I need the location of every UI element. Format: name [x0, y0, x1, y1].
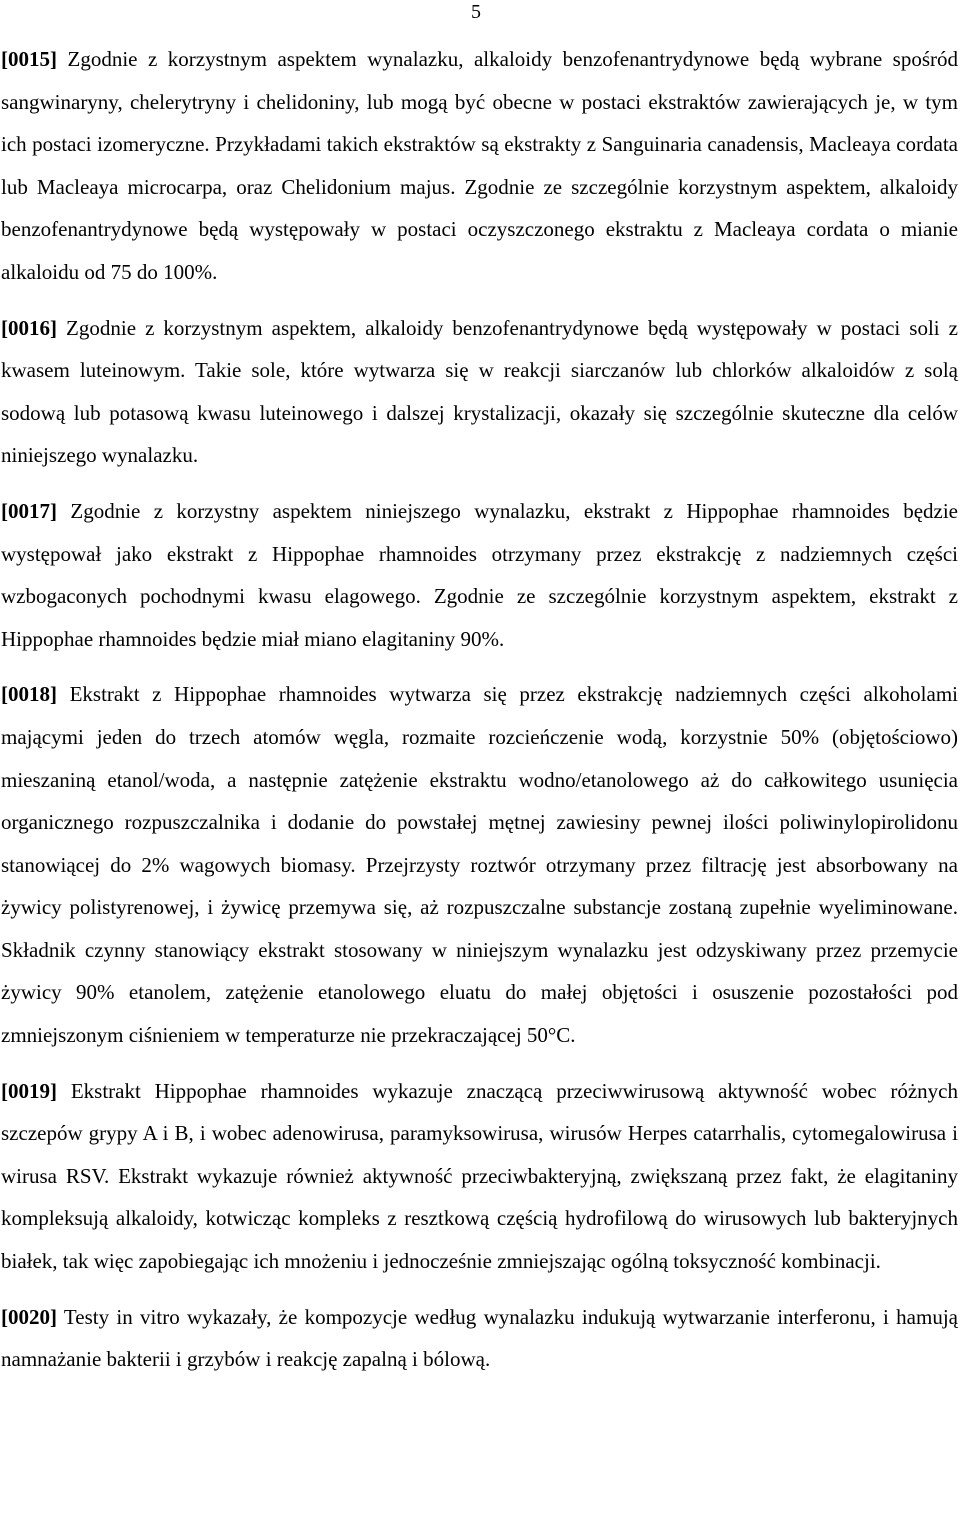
paragraph-0018: [1, 673, 958, 1056]
document-body: [1, 38, 958, 1394]
paragraph-0020: [1, 1296, 958, 1381]
paragraph-number: [0019]: [1, 1078, 57, 1103]
paragraph-0017: [1, 490, 958, 660]
paragraph-text: Zgodnie z korzystnym aspektem, alkaloidy benzofenantrydynowe będą występowały w postaci soli z kwasem luteinowym. Takie sole, które wytwarza się w reakcji siarczanów lub chlorków alkaloidów z solą sodową lub potasową kwasu luteinowego i dalszej krystalizacji, okazały się szczególnie skuteczne dla celów niniejszego wynalazku.: [1, 315, 958, 468]
paragraph-text: Zgodnie z korzystny aspektem niniejszego wynalazku, ekstrakt z Hippophae rhamnoides będzie występował jako ekstrakt z Hippophae rhamnoides otrzymany przez ekstrakcję z nadziemnych części wzbogaconych pochodnymi kwasu elagowego. Zgodnie ze szczególnie korzystnym aspektem, ekstrakt z Hippophae rhamnoides będzie miał miano elagitaniny 90%.: [1, 498, 958, 651]
paragraph-text: Testy in vitro wykazały, że kompozycje według wynalazku indukują wytwarzanie interferonu, i hamują namnażanie bakterii i grzybów i reakcję zapalną i bólową.: [1, 1304, 958, 1372]
page-number: 5: [471, 1, 481, 23]
paragraph-text: Zgodnie z korzystnym aspektem wynalazku, alkaloidy benzofenantrydynowe będą wybrane spośród sangwinaryny, chelerytryny i chelidoniny, lub mogą być obecne w postaci ekstraktów zawierających je, w tym ich postaci izomeryczne. Przykładami takich ekstraktów są ekstrakty z Sanguinaria canadensis, Macleaya cordata lub Macleaya microcarpa, oraz Chelidonium majus. Zgodnie ze szczególnie korzystnym aspektem, alkaloidy benzofenantrydynowe będą występowały w postaci oczyszczonego ekstraktu z Macleaya cordata o mianie alkaloidu od 75 do 100%.: [1, 47, 958, 284]
paragraph-number: [0020]: [1, 1304, 57, 1329]
paragraph-text: Ekstrakt Hippophae rhamnoides wykazuje znaczącą przeciwwirusową aktywność wobec różnych szczepów grypy A i B, i wobec adenowirusa, paramyksowirusa, wirusów Herpes catarrhalis, cytomegalowirusa i wirusa RSV. Ekstrakt wykazuje również aktywność przeciwbakteryjną, zwiększaną przez fakt, że elagitaniny kompleksują alkaloidy, kotwicząc kompleks z resztkową częścią hydrofilową do wirusowych lub bakteryjnych białek, tak więc zapobiegając ich mnożeniu i jednocześnie zmniejszając ogólną toksyczność kombinacji.: [1, 1078, 958, 1274]
paragraph-number: [0015]: [1, 47, 57, 71]
paragraph-number: [0017]: [1, 498, 57, 523]
paragraph-0016: [1, 307, 958, 477]
paragraph-0019: [1, 1070, 958, 1283]
paragraph-text: Ekstrakt z Hippophae rhamnoides wytwarza się przez ekstrakcję nadziemnych części alkoholami mającymi jeden do trzech atomów węgla, rozmaite rozcieńczenie wodą, korzystnie 50% (objętościowo) mieszaniną etanol/woda, a następnie zatężenie ekstraktu wodno/etanolowego aż do całkowitego usunięcia organicznego rozpuszczalnika i dodanie do powstałej mętnej zawiesiny pewnej ilości poliwinylopirolidonu stanowiącej do 2% wagowych biomasy. Przejrzysty roztwór otrzymany przez filtrację jest absorbowany na żywicy polistyrenowej, i żywicę przemywa się, aż rozpuszczalne substancje zostaną zupełnie wyeliminowane. Składnik czynny stanowiący ekstrakt stosowany w niniejszym wynalazku jest odzyskiwany przez przemycie żywicy 90% etanolem, zatężenie etanolowego eluatu do małej objętości i osuszenie pozostałości pod zmniejszonym ciśnieniem w temperaturze nie przekraczającej 50°C.: [1, 682, 958, 1048]
paragraph-number: [0016]: [1, 315, 57, 340]
paragraph-number: [0018]: [1, 682, 57, 707]
paragraph-0015: [1, 38, 958, 294]
